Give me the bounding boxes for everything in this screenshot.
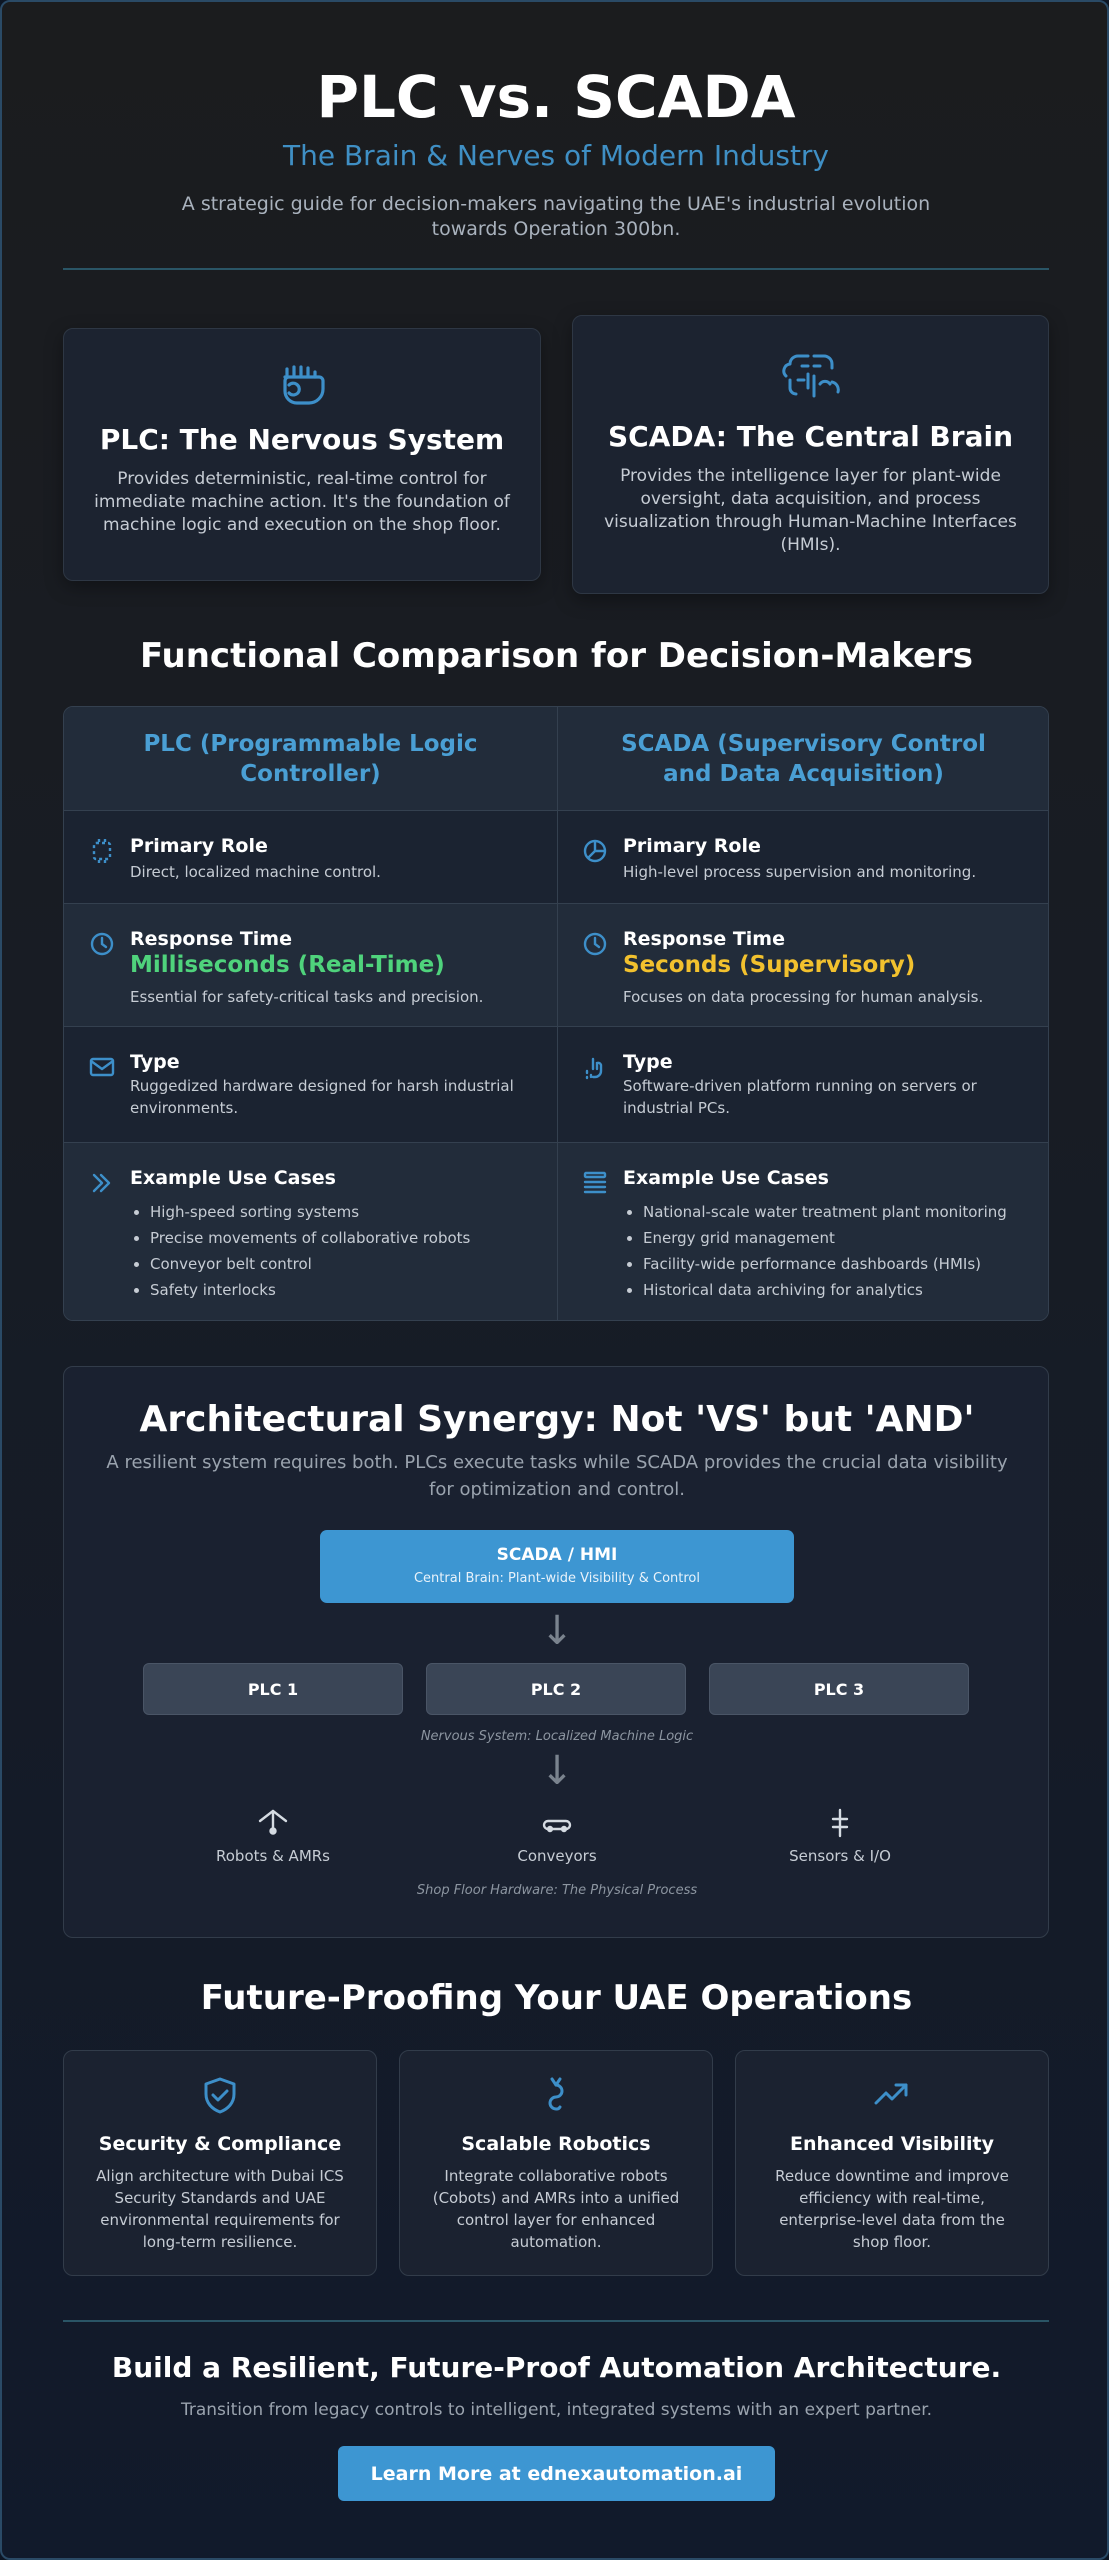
plc-primary-role-cell <box>64 811 557 903</box>
scada-card-text: Provides the intelligence layer for plant-wide oversight, data acquisition, and process visualization through Human-Machine Interfaces (HMIs). <box>604 466 1017 555</box>
plc-card-title: PLC: The Nervous System <box>99 423 505 456</box>
scada-hmi-box <box>320 1530 794 1603</box>
row-label: Example Use Cases <box>130 1167 336 1189</box>
row-value: High-level process supervision and monitoring. <box>623 863 977 881</box>
scada-hmi-caption: Central Brain: Plant-wide Visibility & Control <box>413 1571 700 1586</box>
plc-response-time-cell <box>64 904 557 1026</box>
future-title: Future-Proofing Your UAE Operations <box>200 1978 913 2018</box>
hardware-label: Conveyors <box>517 1847 597 1865</box>
synergy-description: A resilient system requires both. PLCs execute tasks while SCADA provides the crucial data visibility for optimization and control. <box>106 1452 1008 1500</box>
robot-arm-icon <box>257 1807 289 1839</box>
scada-card <box>572 315 1049 594</box>
list-item: • High-speed sorting systems <box>150 1199 470 1225</box>
plc-use-case-list <box>150 1199 470 1303</box>
list-item: • Historical data archiving for analytics <box>643 1277 1007 1303</box>
page-title: PLC vs. SCADA <box>316 63 796 131</box>
page-subtitle: The Brain & Nerves of Modern Industry <box>283 139 829 172</box>
scada-hmi-label: SCADA / HMI <box>496 1545 618 1565</box>
comparison-table <box>63 706 1049 1321</box>
plc-use-cases-cell <box>64 1143 557 1321</box>
future-card-text: Integrate collaborative robots (Cobots) and AMRs into a unified control layer for enhanced automation. <box>432 2167 680 2251</box>
row-label: Type <box>623 1051 673 1073</box>
tap-icon <box>581 1053 609 1081</box>
plc-type-cell <box>64 1027 557 1142</box>
synergy-title: Architectural Synergy: Not 'VS' but 'AND' <box>139 1399 975 1440</box>
row-label: Primary Role <box>130 835 268 857</box>
row-value: Software-driven platform running on servers or industrial PCs. <box>623 1077 977 1117</box>
plc-box-3: PLC 3 <box>709 1663 969 1715</box>
row-label: Example Use Cases <box>623 1167 829 1189</box>
double-chevron-icon <box>88 1169 116 1197</box>
arrow-down-icon: ↓ <box>540 1748 574 1794</box>
future-card-title: Enhanced Visibility <box>789 2133 995 2155</box>
stack-icon <box>581 1169 609 1197</box>
scada-use-case-list <box>643 1199 1007 1303</box>
hardware-conveyors <box>457 1807 657 1865</box>
footer-divider <box>63 2320 1049 2322</box>
page-description: A strategic guide for decision-makers navigating the UAE's industrial evolution towards Operation 300bn. <box>181 193 931 240</box>
scada-primary-role-cell <box>557 811 1049 903</box>
row-value: Ruggedized hardware designed for harsh industrial environments. <box>130 1077 514 1117</box>
row-label: Primary Role <box>623 835 761 857</box>
plc-card <box>63 328 541 581</box>
hardware-label: Sensors & I/O <box>789 1847 891 1865</box>
plc-card-text: Provides deterministic, real-time control for immediate machine action. It's the foundation of machine logic and execution on the shop floor. <box>94 469 510 535</box>
row-value: Direct, localized machine control. <box>130 863 381 881</box>
list-item: • Conveyor belt control <box>150 1251 470 1277</box>
learn-more-button[interactable]: Learn More at ednexautomation.ai <box>338 2446 775 2501</box>
clock-icon <box>88 930 116 958</box>
comparison-title: Functional Comparison for Decision-Makers <box>139 636 974 676</box>
conveyor-icon <box>541 1807 573 1839</box>
table-header-plc: PLC (Programmable Logic Controller) <box>143 731 478 787</box>
list-item: • National-scale water treatment plant monitoring <box>643 1199 1007 1225</box>
list-item: • Energy grid management <box>643 1225 1007 1251</box>
future-card-robotics <box>399 2050 713 2276</box>
trend-up-icon <box>872 2075 912 2115</box>
brain-icon <box>780 350 842 404</box>
hardware-caption: Shop Floor Hardware: The Physical Process <box>416 1883 698 1898</box>
sensor-icon <box>824 1807 856 1839</box>
hardware-robots <box>173 1807 373 1865</box>
future-card-text: Reduce downtime and improve efficiency with real-time, enterprise-level data from the shop floor. <box>775 2167 1009 2251</box>
hardware-sensors <box>740 1807 940 1865</box>
future-card-title: Scalable Robotics <box>461 2133 651 2155</box>
fist-icon <box>277 363 327 409</box>
synergy-section <box>63 1366 1049 1938</box>
pie-chart-icon <box>581 837 609 865</box>
list-item: • Precise movements of collaborative robots <box>150 1225 470 1251</box>
plc-caption: Nervous System: Localized Machine Logic <box>420 1729 694 1744</box>
plc-box-1: PLC 1 <box>143 1663 403 1715</box>
list-item: • Facility-wide performance dashboards (HMIs) <box>643 1251 1007 1277</box>
header <box>63 60 1049 242</box>
response-time-value: Milliseconds (Real-Time) <box>130 952 445 978</box>
response-time-value: Seconds (Supervisory) <box>623 952 916 978</box>
shield-check-icon <box>200 2075 240 2115</box>
robot-hand-icon <box>536 2075 576 2115</box>
future-card-text: Align architecture with Dubai ICS Security Standards and UAE environmental requirements for long-term resilience. <box>96 2167 344 2251</box>
hardware-label: Robots & AMRs <box>216 1847 330 1865</box>
arrow-down-icon: ↓ <box>540 1608 574 1654</box>
future-card-title: Security & Compliance <box>98 2133 342 2155</box>
row-value: Essential for safety-critical tasks and precision. <box>130 988 484 1006</box>
table-header-scada: SCADA (Supervisory Control and Data Acquisition) <box>621 731 986 787</box>
clock-icon <box>581 930 609 958</box>
header-divider <box>63 268 1049 270</box>
row-label: Response Time <box>130 928 292 950</box>
scada-response-time-cell <box>557 904 1049 1026</box>
table-divider <box>557 707 558 1321</box>
plc-box-2: PLC 2 <box>426 1663 686 1715</box>
row-label: Response Time <box>623 928 785 950</box>
list-item: • Safety interlocks <box>150 1277 470 1303</box>
scada-card-title: SCADA: The Central Brain <box>607 420 1013 453</box>
row-value: Focuses on data processing for human analysis. <box>623 988 984 1006</box>
row-label: Type <box>130 1051 180 1073</box>
scada-use-cases-cell <box>557 1143 1049 1321</box>
future-card-security <box>63 2050 377 2276</box>
chip-icon <box>88 837 116 865</box>
future-card-visibility <box>735 2050 1049 2276</box>
envelope-icon <box>88 1053 116 1081</box>
scada-type-cell <box>557 1027 1049 1142</box>
cta-title: Build a Resilient, Future-Proof Automation Architecture. <box>111 2351 1002 2384</box>
cta-subtitle: Transition from legacy controls to intelligent, integrated systems with an expert partner. <box>180 2400 933 2420</box>
